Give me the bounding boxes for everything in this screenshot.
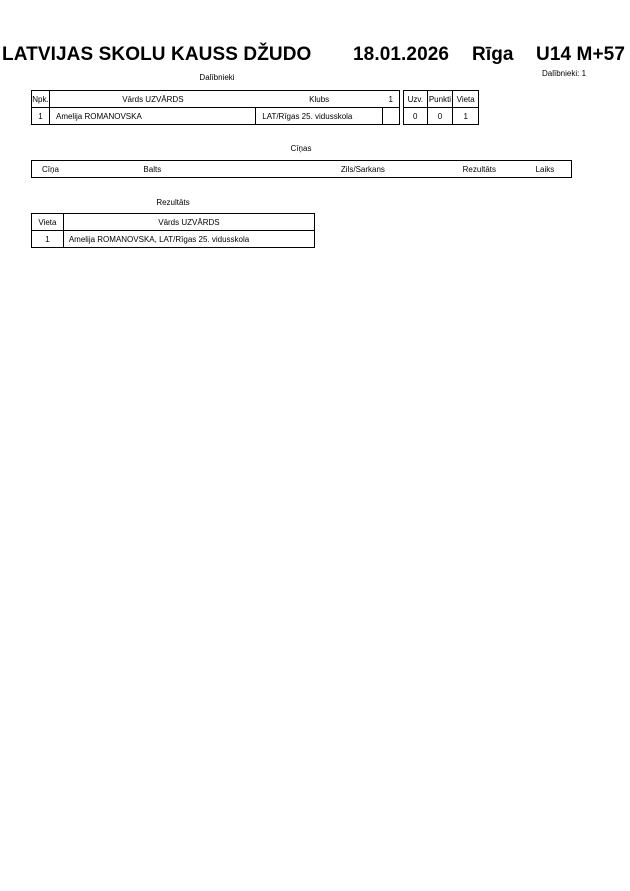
participant-npk: 1 (32, 108, 50, 125)
header-result-place: Vieta (32, 214, 64, 231)
participants-header-row (32, 91, 400, 108)
weight-category: U14 M+57 (536, 44, 625, 65)
results-caption: Rezultāts (156, 198, 190, 207)
header-result-name: Vārds UZVĀRDS (63, 214, 314, 231)
header-contest: Cīņa (42, 164, 59, 174)
participants-score-table (403, 90, 479, 125)
competition-name: LATVIJAS SKOLU KAUSS DŽUDO (2, 44, 312, 65)
table-row (32, 231, 315, 248)
header-points: Punkti (427, 91, 453, 108)
header-place: Vieta (453, 91, 479, 108)
header-npk: Npk. (32, 91, 50, 108)
participants-caption: Dalībnieki (199, 73, 235, 82)
competition-date: 18.01.2026 (353, 44, 450, 65)
header-name: Vārds UZVĀRDS (49, 91, 255, 108)
result-name: Amelija ROMANOVSKA, LAT/Rīgas 25. vidusskola (63, 231, 314, 248)
participant-count: Dalībnieki: 1 (542, 69, 587, 78)
participant-name: Amelija ROMANOVSKA (49, 108, 255, 125)
results-header-row (32, 214, 315, 231)
participant-points: 0 (427, 108, 453, 125)
header-white: Balts (143, 164, 162, 174)
header-time: Laiks (535, 164, 555, 174)
header-club: Klubs (256, 91, 383, 108)
table-row (32, 108, 400, 125)
contests-caption: Cīņas (290, 144, 312, 153)
table-row (404, 108, 479, 125)
participant-extra (383, 108, 400, 125)
header-result: Rezultāts (462, 164, 497, 174)
contests-table (31, 160, 572, 178)
result-place: 1 (32, 231, 64, 248)
score-header-row (404, 91, 479, 108)
participants-table (31, 90, 400, 125)
header-wins: Uzv. (404, 91, 428, 108)
header-count: 1 (383, 91, 400, 108)
header-blue-red: Zils/Sarkans (340, 164, 385, 174)
competition-city: Rīga (472, 44, 514, 65)
participant-place: 1 (453, 108, 479, 125)
contests-header-row (32, 161, 572, 178)
participant-club: LAT/Rīgas 25. vidusskola (256, 108, 383, 125)
results-table (31, 213, 315, 248)
participant-wins: 0 (404, 108, 428, 125)
